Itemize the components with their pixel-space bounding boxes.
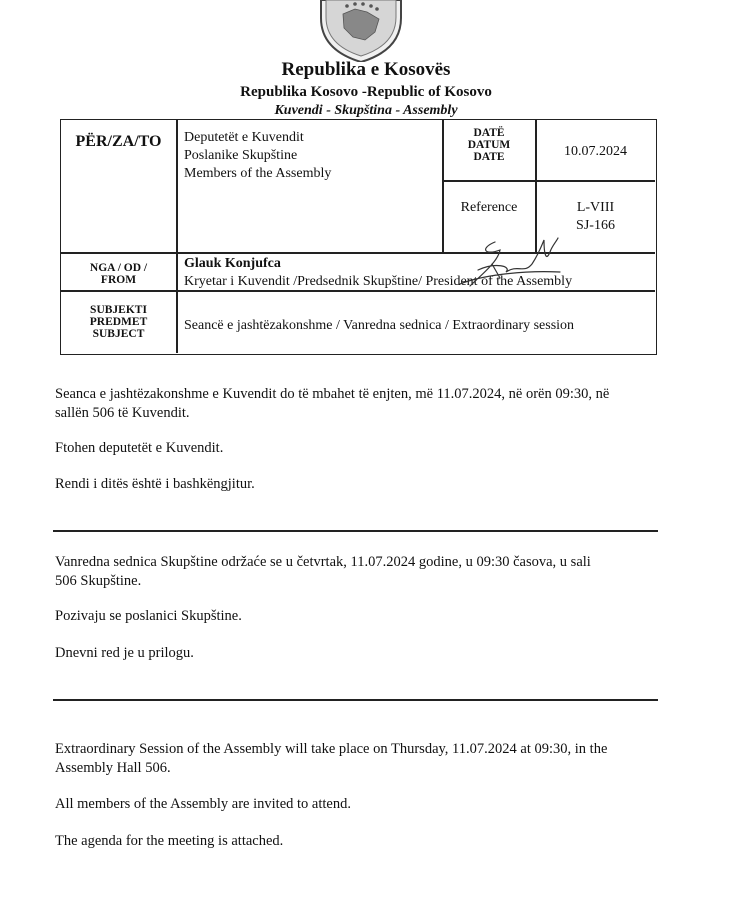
date-labels xyxy=(442,127,536,163)
institution-title: Kuvendi - Skupština - Assembly xyxy=(274,103,458,118)
coat-of-arms-emblem xyxy=(313,0,409,62)
country-title-serbian-english: Republika Kosovo -Republic of Kosovo xyxy=(240,84,492,100)
subject-label: PREDMET xyxy=(89,316,148,328)
reference-value xyxy=(536,199,655,235)
to-line: Poslanike Skupštine xyxy=(184,148,298,163)
paragraph-line: Extraordinary Session of the Assembly will take place on Thursday, 11.07.2024 at 09:30, in the xyxy=(55,741,608,757)
paragraph-line: Vanredna sednica Skupštine održaće se u četvrtak, 11.07.2024 godine, u 09:30 časova, u sali xyxy=(55,554,591,570)
from-label: NGA / OD / xyxy=(89,262,148,274)
reference-line: L-VIII xyxy=(576,200,615,215)
albanian-paragraph-1 xyxy=(55,385,609,423)
albanian-paragraph-3: Rendi i ditës është i bashkëngjitur. xyxy=(55,476,255,492)
sender-name: Glauk Konjufca xyxy=(184,256,281,271)
english-paragraph-3: The agenda for the meeting is attached. xyxy=(55,833,284,849)
from-labels xyxy=(61,262,176,286)
serbian-paragraph-2: Pozivaju se poslanici Skupštine. xyxy=(55,608,242,624)
subject-label: SUBJEKTI xyxy=(90,304,147,316)
to-line: Deputetët e Kuvendit xyxy=(184,130,304,145)
paragraph-line: sallën 506 të Kuvendit. xyxy=(55,405,190,421)
english-paragraph-1 xyxy=(55,740,607,778)
to-line: Members of the Assembly xyxy=(184,166,332,181)
signature-image xyxy=(440,236,570,296)
serbian-paragraph-3: Dnevni red je u prilogu. xyxy=(55,645,194,661)
date-label: DATE xyxy=(473,151,505,163)
date-label: DATË xyxy=(473,127,505,139)
date-value: 10.07.2024 xyxy=(564,144,627,159)
date-label: DATUM xyxy=(467,139,511,151)
paragraph-line: 506 Skupštine. xyxy=(55,573,142,589)
serbian-paragraph-1 xyxy=(55,553,591,591)
english-paragraph-2: All members of the Assembly are invited to attend. xyxy=(55,796,351,812)
to-label: PËR/ZA/TO xyxy=(75,133,162,150)
reference-line: SJ-166 xyxy=(576,218,615,233)
paragraph-line: Seanca e jashtëzakonshme e Kuvendit do të mbahet të enjten, më 11.07.2024, në orën 09:30, në xyxy=(55,386,610,402)
sender-title: Kryetar i Kuvendit /Predsednik Skupštine/ President of the Assembly xyxy=(184,274,573,289)
paragraph-line: Assembly Hall 506. xyxy=(55,760,171,776)
subject-labels xyxy=(61,304,176,340)
section-divider xyxy=(53,699,658,701)
subject-label: SUBJECT xyxy=(92,328,145,340)
subject-value: Seancë e jashtëzakonshme / Vanredna sednica / Extraordinary session xyxy=(184,318,575,333)
section-divider xyxy=(53,530,658,532)
country-title-albanian: Republika e Kosovës xyxy=(281,59,451,80)
to-recipients xyxy=(184,129,331,183)
from-label: FROM xyxy=(100,274,137,286)
reference-label: Reference xyxy=(460,200,518,215)
albanian-paragraph-2: Ftohen deputetët e Kuvendit. xyxy=(55,440,224,456)
